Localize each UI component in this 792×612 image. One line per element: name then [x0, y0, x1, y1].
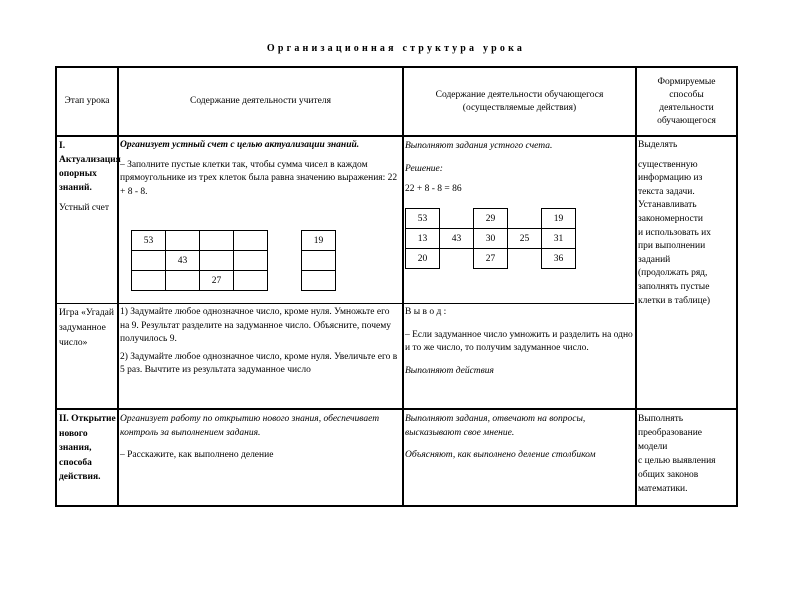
row-divider [57, 303, 634, 304]
header-skills [637, 68, 736, 135]
grid-cell: 53 [132, 231, 166, 251]
header-student-line: (осуществляемые действия) [462, 102, 577, 113]
row1-skills [638, 139, 738, 308]
skills-line: и использовать их [638, 227, 712, 238]
header-skills-line: Формируемые [657, 76, 716, 87]
skills-line: с целью выявления [638, 456, 716, 466]
header-skills-line: обучающегося [657, 115, 716, 126]
grid-cell: 27 [200, 271, 234, 291]
grid-cell: 19 [302, 231, 336, 251]
grid-cell [166, 271, 200, 291]
grid-cell: 31 [542, 229, 576, 249]
skills-line: закономерности [638, 213, 704, 224]
stage-title-line: знания, [59, 443, 92, 453]
teacher-number-grid [131, 230, 336, 291]
header-stage: Этап урока [64, 96, 110, 106]
row-divider [57, 408, 736, 410]
stage-title-line: опорных [59, 169, 97, 179]
row-divider [57, 135, 736, 137]
row3-stage [59, 412, 117, 485]
row3-student [405, 412, 633, 462]
teacher-intro: Организует устный счет с целью актуализации знаний. [120, 140, 360, 150]
stage-title-line: знаний. [59, 183, 92, 193]
stage-title-line: II. Открытие [59, 414, 116, 424]
grid-cell [200, 231, 234, 251]
grid-gap [440, 249, 474, 269]
grid-cell [234, 271, 268, 291]
student-action: Выполняют действия [405, 365, 494, 376]
row1-student [405, 139, 633, 196]
header-student-line: Содержание деятельности обучающегося [435, 89, 604, 100]
conclusion-text: – Если задуманное число умножить и разделить на одно и то же число, то получим задуманное число. [405, 329, 633, 353]
teacher-task: 1) Задумайте любое однозначное число, кроме нуля. Умножьте его на 9. Результат разделите на задуманное число. Объясните, почему получилось 9. [120, 307, 391, 344]
stage-title-line: Игра «Угадай [59, 308, 114, 318]
skills-line: информацию из [638, 173, 703, 184]
grid-cell: 13 [406, 229, 440, 249]
grid-gap [268, 271, 302, 291]
grid-cell: 29 [474, 209, 508, 229]
student-solution-label: Решение: [405, 164, 443, 174]
teacher-task: 2) Задумайте любое однозначное число, кроме нуля. Увеличьте его в 5 раз. Вычтите из результата задуманное число [120, 351, 398, 375]
stage-title-line: задуманное [59, 323, 106, 333]
teacher-task: – Заполните пустые клетки так, чтобы сумма чисел в каждом прямоугольнике из трех клеток была равна значению выражения: 22 + 8 - 8. [120, 159, 398, 197]
header-skills-line: деятельности [659, 102, 714, 113]
teacher-task: – Расскажите, как выполнено деление [120, 450, 274, 460]
skills-line: (продолжать ряд, [638, 268, 708, 279]
row1-teacher [120, 139, 400, 199]
teacher-intro: Организует работу по открытию нового знания, обеспечивает контроль за выполнением задания. [120, 414, 380, 438]
stage-title-line: действия. [59, 472, 101, 482]
skills-line: математики. [638, 484, 688, 494]
row3-teacher [120, 412, 400, 462]
row2-stage [59, 306, 117, 351]
header-student [404, 68, 635, 135]
grid-cell [234, 251, 268, 271]
page-title: Организационная структура урока [266, 43, 526, 54]
grid-cell: 25 [508, 229, 542, 249]
grid-cell: 43 [440, 229, 474, 249]
grid-cell: 30 [474, 229, 508, 249]
student-activity: Выполняют задания, отвечают на вопросы, высказывают свое мнение. [405, 414, 586, 438]
skills-line: Выполнять [638, 414, 684, 424]
conclusion-label: В ы в о д : [405, 307, 447, 317]
stage-title-line: число» [59, 338, 88, 348]
stage-title-line: Актуализация [59, 155, 121, 165]
grid-cell [302, 271, 336, 291]
stage-title-line: I. [59, 141, 66, 151]
row3-skills [638, 412, 738, 496]
skills-line: текста задачи. [638, 186, 695, 197]
grid-cell: 19 [542, 209, 576, 229]
row2-student [405, 306, 633, 378]
stage-title-line: способа [59, 457, 92, 468]
stage-subtitle: Устный счет [59, 203, 110, 213]
header-teacher: Содержание деятельности учителя [189, 96, 331, 106]
grid-cell [132, 271, 166, 291]
grid-gap [508, 249, 542, 269]
grid-gap [268, 231, 302, 251]
stage-title-line: нового [59, 428, 88, 439]
lesson-structure-table [55, 66, 738, 507]
skills-line: заполнять пустые [638, 281, 710, 292]
grid-cell: 36 [542, 249, 576, 269]
grid-cell: 20 [406, 249, 440, 269]
skills-line: заданий [638, 254, 671, 265]
grid-cell [234, 231, 268, 251]
header-skills-line: способы [669, 89, 704, 100]
skills-line: при выполнении [638, 241, 706, 252]
skills-line: существенную [638, 159, 698, 170]
grid-gap [440, 209, 474, 229]
grid-cell: 27 [474, 249, 508, 269]
row2-teacher [120, 306, 401, 378]
grid-cell: 43 [166, 251, 200, 271]
row1-stage [59, 139, 121, 215]
skills-line: преобразование [638, 428, 703, 438]
grid-cell: 53 [406, 209, 440, 229]
skills-line: Устанавливать [638, 200, 697, 211]
grid-gap [268, 251, 302, 271]
student-intro: Выполняют задания устного счета. [405, 141, 553, 151]
student-activity: Объясняют, как выполнено деление столбиком [405, 450, 596, 460]
student-expression: 22 + 8 - 8 = 86 [405, 184, 462, 194]
skills-line: Выделять [638, 140, 678, 150]
skills-line: модели [638, 442, 668, 452]
skills-line: клетки в таблице) [638, 295, 711, 306]
grid-cell [132, 251, 166, 271]
grid-gap [508, 209, 542, 229]
grid-cell [166, 231, 200, 251]
grid-cell [302, 251, 336, 271]
grid-cell [200, 251, 234, 271]
skills-line: общих законов [638, 470, 699, 480]
student-number-grid [405, 208, 576, 269]
